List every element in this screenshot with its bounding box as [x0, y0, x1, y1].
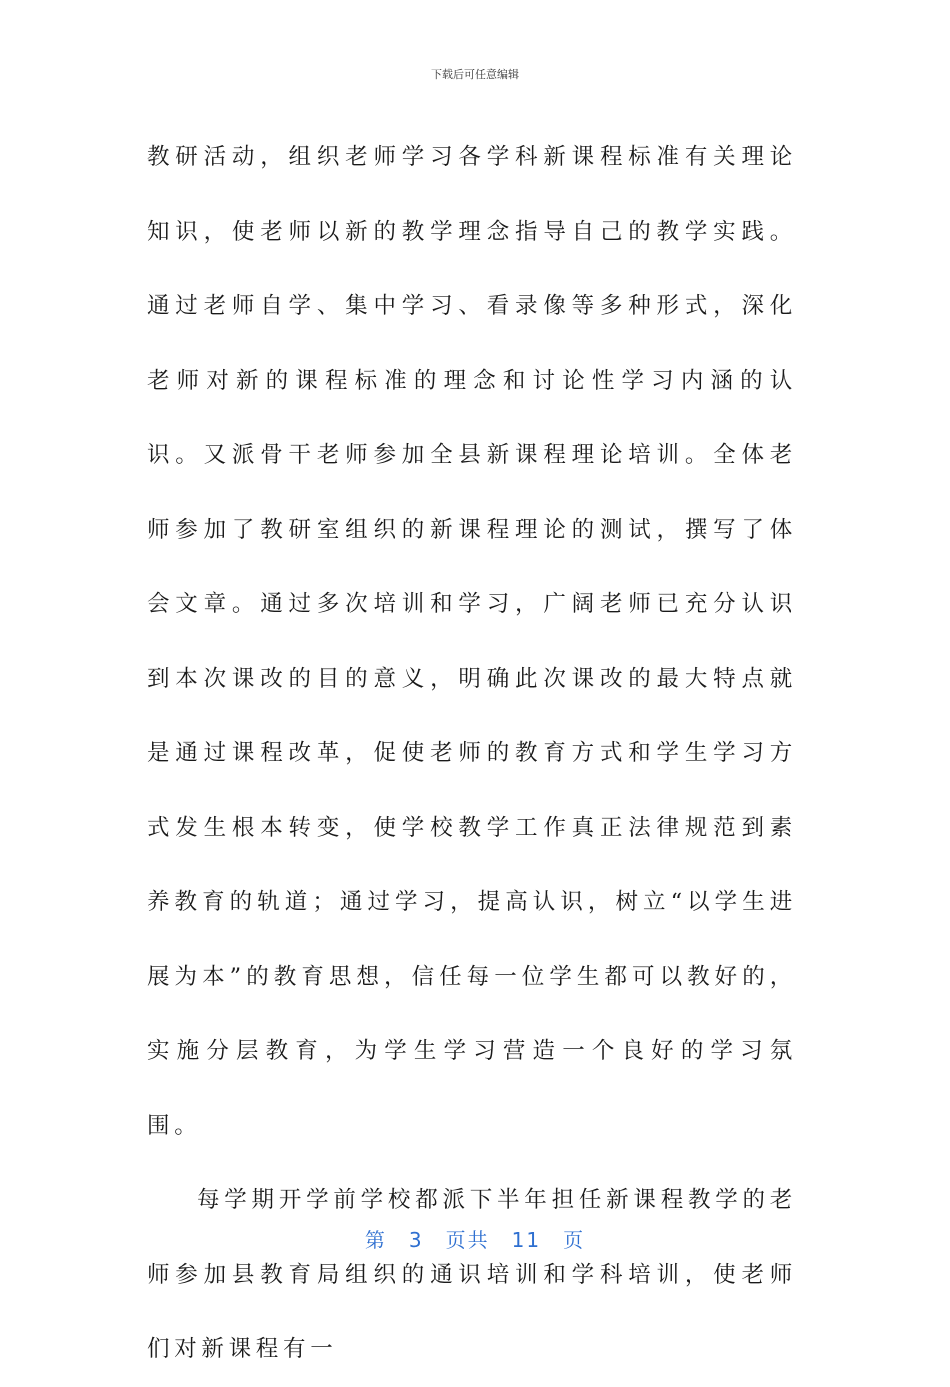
paragraph-1: 教研活动，组织老师学习各学科新课程标准有关理论知识，使老师以新的教学理念指导自己的教学实践。通过老师自学、集中学习、看录像等多种形式，深化老师对新的课程标准的理念和讨论性学习内涵的认识。又派骨干老师参加全县新课程理论培训。全体老师参加了教研室组织的新课程理论的测试，撰写了体会文章。通过多次培训和学习，广阔老师已充分认识到本次课改的目的意义，明确此次课改的最大特点就是通过课程改革，促使老师的教育方式和学生学习方式发生根本转变，使学校教学工作真正法律规范到素养教育的轨道；通过学习，提高认识，树立“以学生进展为本”的教育思想，信任每一位学生都可以教好的，实施分层教育，为学生学习营造一个良好的学习氛围。: [147, 144, 797, 1139]
page-label-middle: 页共: [445, 1228, 490, 1252]
page-label-prefix: 第: [364, 1228, 387, 1252]
total-pages-number: 11: [511, 1228, 542, 1252]
paragraph-2: 每学期开学前学校都派下半年担任新课程教学的老师参加县教育局组织的通识培训和学科培训，使老师们对新课程有一: [147, 1187, 797, 1362]
document-body: [147, 120, 797, 1387]
current-page-number: 3: [408, 1228, 424, 1252]
page-number-footer: [0, 1224, 950, 1253]
page-header-note: 下载后可任意编辑: [431, 68, 519, 81]
page-label-suffix: 页: [563, 1228, 586, 1252]
